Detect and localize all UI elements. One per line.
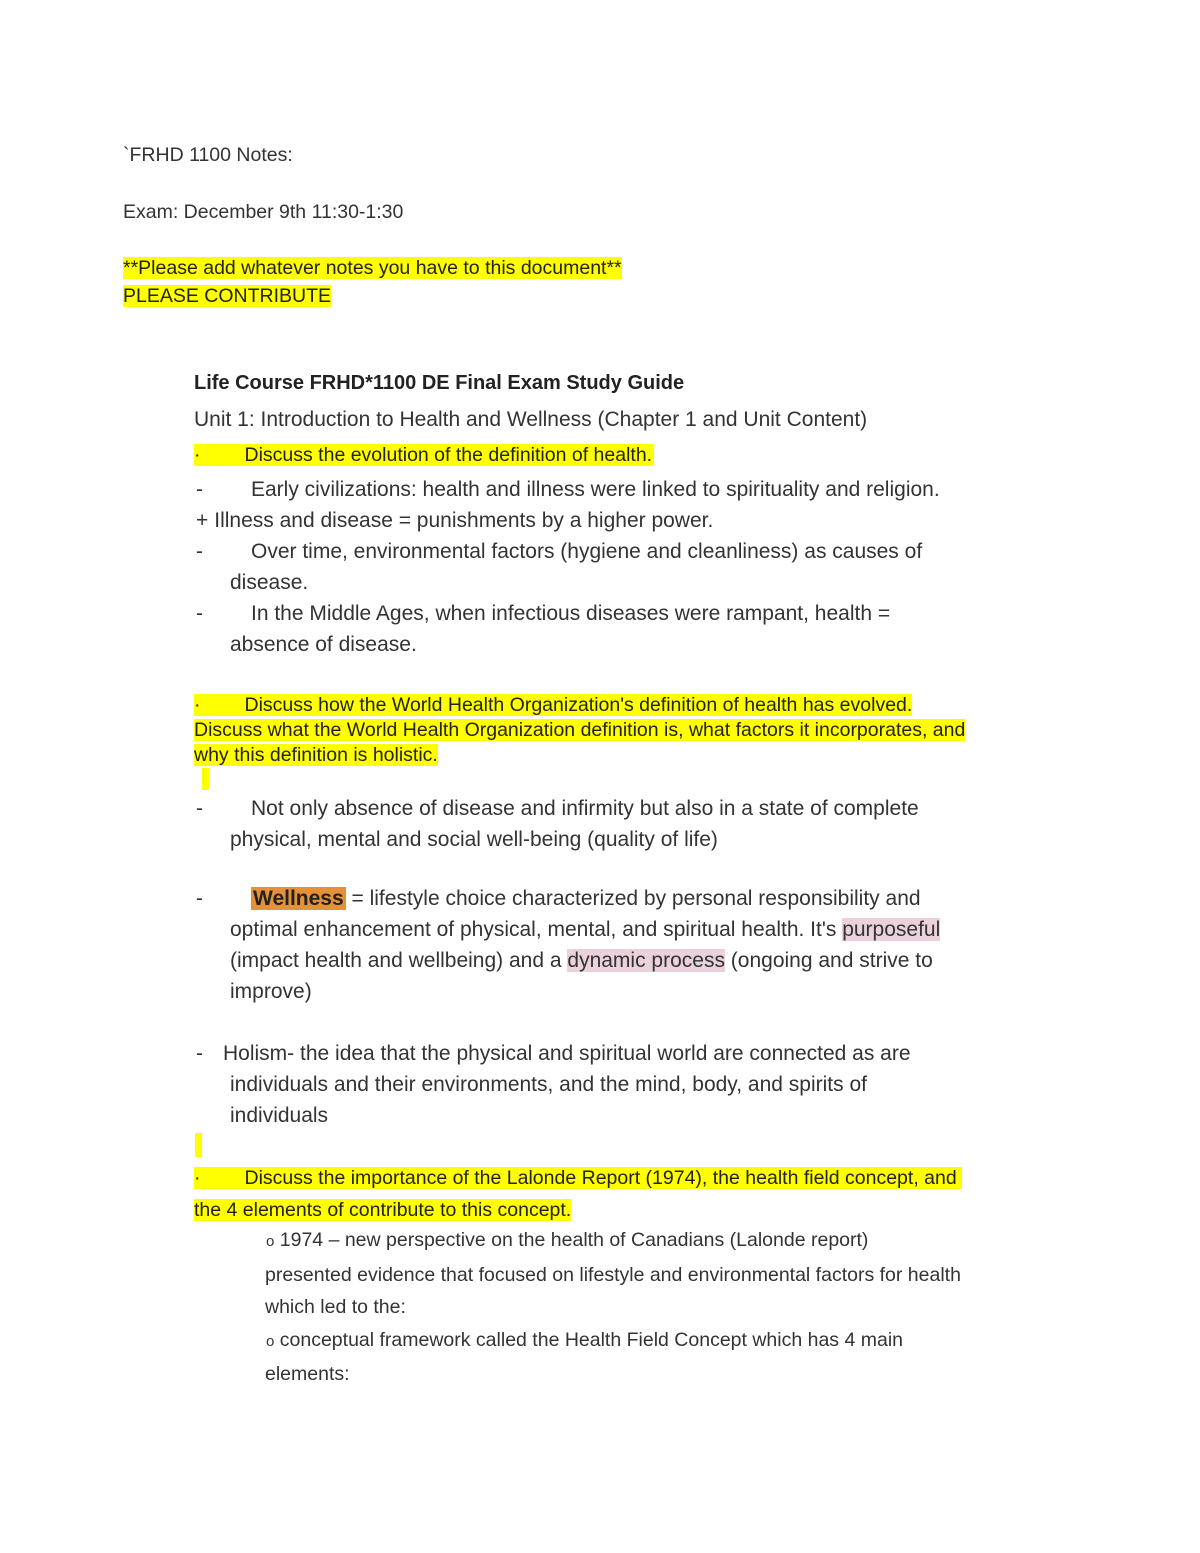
dash-marker: - [196,1042,203,1065]
health-field-item: o conceptual framework called the Health Field Concept which has 4 main [266,1329,904,1351]
answer-item: - In the Middle Ages, when infectious diseases were rampant, health = [196,602,891,625]
bullet-dot: · [194,444,201,466]
contribute-notice-2 [123,284,331,308]
dash-marker: - [196,797,203,820]
question-1 [194,443,654,467]
lalonde-line-2: presented evidence that focused on lifestyle and environmental factors for health [265,1264,961,1286]
holism-line-2: individuals and their environments, and the mind, body, and spirits of [230,1073,867,1096]
question-3-line-2: the 4 elements of contribute to this concept. [194,1199,572,1221]
question-3-line-1: · Discuss the importance of the Lalonde Report (1974), the health field concept, and [194,1167,962,1189]
question-2-line-3: why this definition is holistic. [194,744,438,766]
study-guide-title: Life Course FRHD*1100 DE Final Exam Study Guide [194,372,685,394]
answer-continuation: disease. [230,571,309,594]
answer-item: - Not only absence of disease and infirmity but also in a state of complete [196,797,919,820]
highlight-caret [195,1133,202,1157]
highlight-caret [202,768,209,790]
document-title: `FRHD 1100 Notes: [123,144,293,166]
question-1-text: · Discuss the evolution of the definition of health. [194,444,653,466]
dash-marker: - [196,540,203,563]
dynamic-process-highlight: dynamic process [567,949,725,972]
unit-heading: Unit 1: Introduction to Health and Wellness (Chapter 1 and Unit Content) [194,408,868,431]
wellness-line-3: (impact health and wellbeing) and a dynamic process (ongoing and strive to [230,949,933,972]
wellness-item: - Wellness = lifestyle choice characterized by personal responsibility and [196,887,921,910]
question-2-line-1: · Discuss how the World Health Organization's definition of health has evolved. [194,694,913,716]
question-2-line-2: Discuss what the World Health Organization definition is, what factors it incorporates, and [194,719,966,741]
holism-line-3: individuals [230,1104,329,1127]
contribute-notice [123,256,622,280]
purposeful-highlight: purposeful [842,918,941,941]
answer-continuation: physical, mental and social well-being (quality of life) [230,828,718,851]
bullet-dot: · [194,1167,201,1189]
dash-marker: - [196,602,203,625]
circle-marker: o [266,1333,275,1350]
plus-marker: + [196,509,209,532]
lalonde-item: o 1974 – new perspective on the health of Canadians (Lalonde report) [266,1229,869,1251]
bullet-dot: · [194,694,201,716]
answer-item: + Illness and disease = punishments by a higher power. [196,509,714,532]
notice-line-1: **Please add whatever notes you have to this document** [123,257,622,279]
holism-item: - Holism- the idea that the physical and spiritual world are connected as are [196,1042,911,1065]
answer-continuation: absence of disease. [230,633,417,656]
question-3 [194,1162,962,1226]
wellness-line-2: optimal enhancement of physical, mental, and spiritual health. It's purposeful [230,918,941,941]
circle-marker: o [266,1233,275,1250]
answer-item: - Early civilizations: health and illness were linked to spirituality and religion. [196,478,940,501]
health-field-line-2: elements: [265,1363,350,1385]
dash-marker: - [196,887,203,910]
notice-line-2: PLEASE CONTRIBUTE [123,285,332,307]
exam-date: Exam: December 9th 11:30-1:30 [123,201,404,223]
wellness-line-4: improve) [230,980,312,1003]
question-2 [194,693,965,768]
dash-marker: - [196,478,203,501]
lalonde-line-3: which led to the: [265,1296,406,1318]
answer-item: - Over time, environmental factors (hygiene and cleanliness) as causes of [196,540,923,563]
wellness-term: Wellness [253,887,344,910]
